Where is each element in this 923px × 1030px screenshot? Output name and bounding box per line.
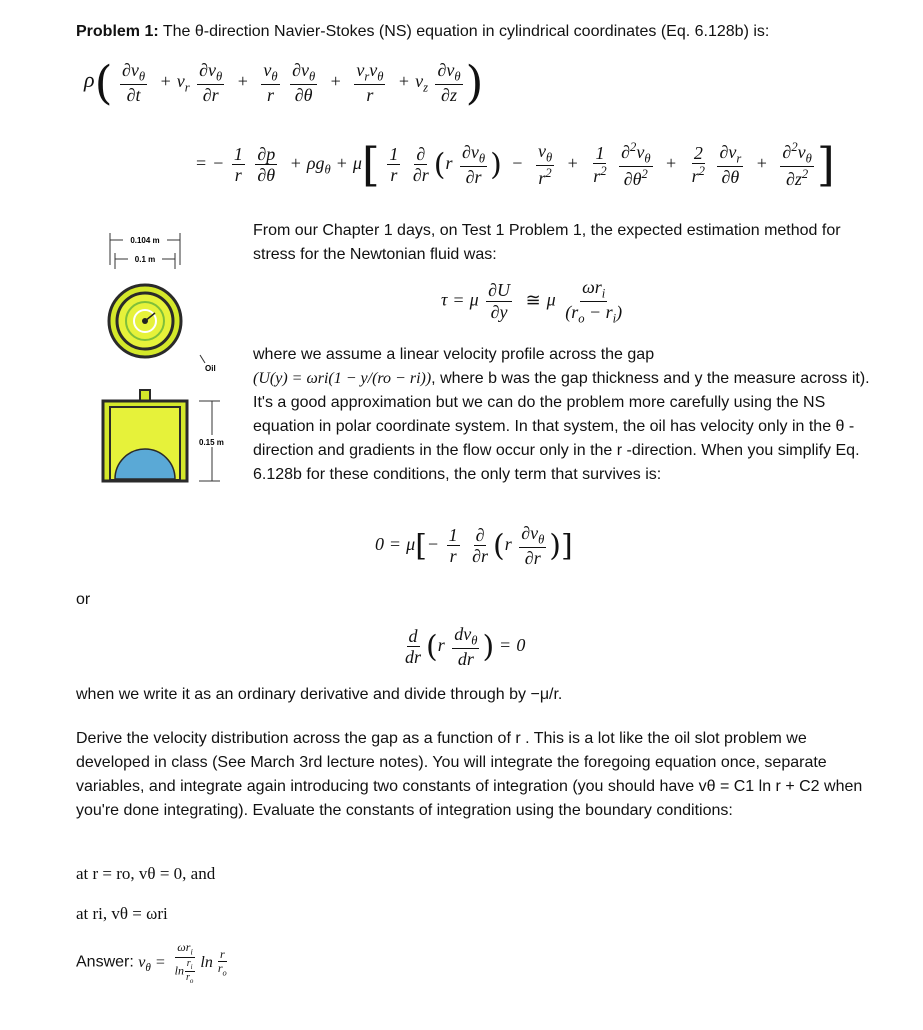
paragraph-ordinary-derivative: when we write it as an ordinary derivative and divide through by −μ/r. bbox=[76, 686, 563, 703]
height-label: 0.15 m bbox=[199, 438, 224, 447]
problem-heading-text: The θ-direction Navier-Stokes (NS) equation in cylindrical coordinates (Eq. 6.128b) is: bbox=[162, 23, 770, 40]
paragraph-rest: , where b was the gap thickness and y the measure across it). It's a good approximation but we can do the problem more carefully using the NS equation in polar coordinate system. In that system, the oil has velocity only in the θ -direction and gradients in the flow occur only in the r -direction. When you simplify Eq. 6.128b for these conditions, the only term that survives is: bbox=[253, 370, 870, 483]
dim-outer-label: 0.104 m bbox=[130, 236, 160, 245]
boundary-condition-1: at r = ro, vθ = 0, and bbox=[76, 864, 216, 883]
ode-equation: $\frac{d}{dr}$ (r $\frac{dv_\theta}{dr}$ ) = 0 bbox=[405, 624, 526, 670]
viscometer-figure bbox=[95, 225, 245, 495]
answer-label: Answer: bbox=[76, 953, 134, 971]
ns-equation-lhs: ρ( $\frac{\partial v_\theta}{\partial t}$ + $v_r$ $\frac{\partial v_\theta}{\partial r}$ + $\frac{v_\theta}{r}$ $\frac{\partial v_\theta}{\partial\theta}$ + $\frac{v_rv_\theta}{r}$ + $v_z$ $\frac{\partial v_\theta}{\partial z}$ ) bbox=[84, 55, 484, 110]
tau-equation: τ = μ $\frac{\partial U}{\partial y}$ ≅ μ $\frac{\omega r_i}{(r_o - r_i)}$ bbox=[441, 277, 623, 326]
answer: Answer: $v_\theta$ = $\omega r_i$ ln $\frac{r_i}{r_o}$ ln $\frac{r}{r_o}$ bbox=[76, 940, 227, 986]
or-label: or bbox=[76, 591, 91, 608]
paragraph-derive: Derive the velocity distribution across the gap as a function of r . This is a lot like the oil slot problem we developed in class (See March 3rd lecture notes). You will integrate the foregoing equation once, separate variables, and integrate again introducing two constants of integration (you should have vθ = C1 ln r + C2 when you're done integrating). Evaluate the constants of integration using the boundary conditions: bbox=[76, 730, 863, 819]
paragraph-intro: From our Chapter 1 days, on Test 1 Problem 1, the expected estimation method for stress for the Newtonian fluid was: bbox=[253, 222, 841, 263]
problem-heading bbox=[76, 20, 896, 44]
ns-equation-rhs: = − $\frac{1}{r}$ $\frac{\partial p}{\partial\theta}$ + $\rho g_\theta + \mu$[ $\frac{1}{r}$ $\frac{\partial}{\partial r}$ (r $\frac{\partial v_\theta}{\partial r}$ ) − $\frac{v_\theta}{r^2}$ + $\frac{1}{r^2}$ $\frac{\partial^2v_\theta}{\partial\theta^2}$ + $\frac{2}{r^2}$ $\frac{\partial v_r}{\partial\theta}$ + $\frac{\partial^2v_\theta}{\partial z^2}$ ] bbox=[196, 137, 835, 192]
problem-label: Problem 1: bbox=[76, 23, 159, 40]
simplified-equation: 0 = μ[− $\frac{1}{r}$ $\frac{\partial}{\partial r}$ (r $\frac{\partial v_\theta}{\partial r}$ )] bbox=[375, 523, 573, 569]
linear-profile-equation: (U(y) = ωri(1 − y/(ro − ri)) bbox=[253, 370, 432, 387]
oil-label: Oil bbox=[205, 364, 216, 373]
paragraph-line: where we assume a linear velocity profile across the gap bbox=[253, 346, 655, 363]
boundary-condition-2: at ri, vθ = ωri bbox=[76, 904, 168, 923]
paragraph-linear-profile bbox=[253, 343, 873, 487]
dim-inner-label: 0.1 m bbox=[134, 255, 156, 264]
